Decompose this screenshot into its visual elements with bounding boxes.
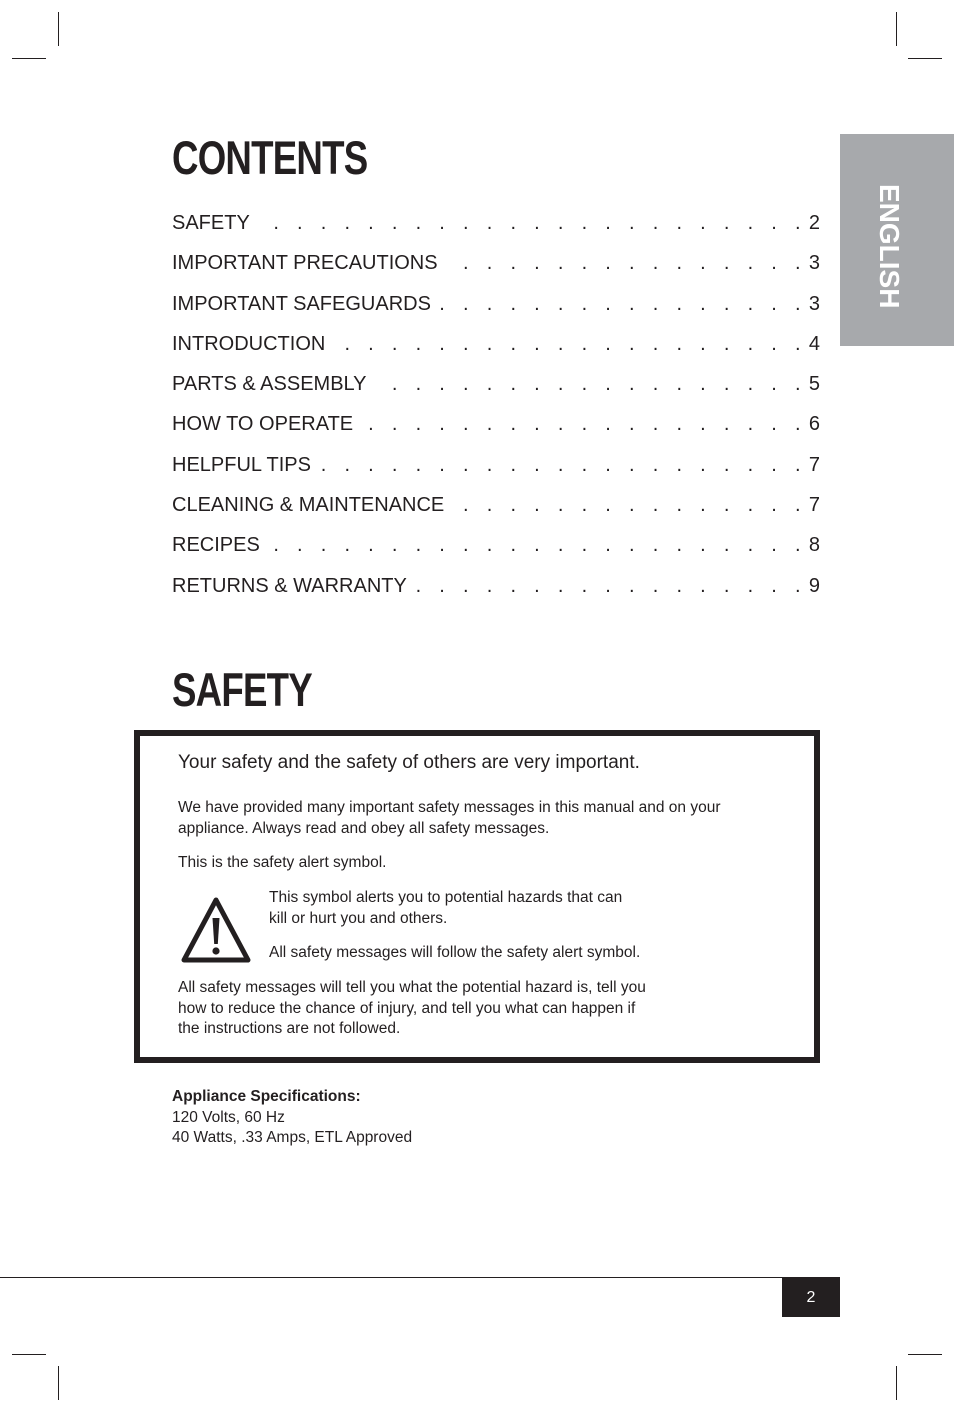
crop-mark: [12, 58, 46, 59]
language-tab-label: ENGLISH: [874, 184, 905, 309]
toc-item[interactable]: INTRODUCTION . . . 4: [172, 333, 820, 373]
safety-paragraph: We have provided many important safety messages in this manual and on your appliance. Always read and obey all safety messages.: [178, 799, 721, 837]
footer-rule: [0, 1277, 840, 1278]
crop-mark: [58, 1366, 59, 1400]
specs-line: 40 Watts, .33 Amps, ETL Approved: [172, 1129, 413, 1146]
crop-mark: [908, 1354, 942, 1355]
warning-triangle-icon: [180, 894, 252, 966]
dot-leader: [413, 575, 807, 598]
appliance-specifications: [172, 1087, 412, 1149]
crop-mark: [896, 12, 897, 46]
safety-notice-box: [134, 730, 820, 1063]
page-number: 2: [782, 1278, 840, 1317]
dot-leader: [359, 413, 807, 436]
specs-line: 120 Volts, 60 Hz: [172, 1108, 285, 1126]
toc-item[interactable]: SAFETY . . . 2: [172, 212, 820, 252]
toc-item[interactable]: HELPFUL TIPS . . . 7: [172, 454, 820, 494]
dot-leader: [266, 534, 807, 557]
dot-leader: [256, 212, 807, 235]
safety-paragraph: All safety messages will tell you what the potential hazard is, tell you how to reduce the chance of injury, and tell you what can happen if the instructions are not followed.: [178, 979, 646, 1037]
toc-item[interactable]: HOW TO OPERATE . . . 6: [172, 413, 820, 453]
crop-mark: [58, 12, 59, 46]
dot-leader: [373, 373, 807, 396]
dot-leader: [444, 252, 807, 275]
specs-heading: Appliance Specifications:: [172, 1088, 361, 1105]
crop-mark: [896, 1366, 897, 1400]
dot-leader: [331, 333, 807, 356]
table-of-contents: [172, 212, 820, 615]
safety-paragraph: This symbol alerts you to potential hazards that can kill or hurt you and others.: [269, 889, 623, 927]
dot-leader: [450, 494, 807, 517]
safety-lead: Your safety and the safety of others are very important.: [178, 752, 640, 773]
contents-title: CONTENTS: [172, 131, 368, 184]
crop-mark: [12, 1354, 46, 1355]
safety-paragraph: All safety messages will follow the safety alert symbol.: [269, 944, 641, 961]
toc-item[interactable]: RETURNS & WARRANTY . . . 9: [172, 575, 820, 615]
crop-mark: [908, 58, 942, 59]
toc-item[interactable]: RECIPES . . . 8: [172, 534, 820, 574]
toc-item[interactable]: CLEANING & MAINTENANCE . . . 7: [172, 494, 820, 534]
dot-leader: [317, 454, 807, 477]
safety-title: SAFETY: [172, 663, 312, 716]
toc-item[interactable]: IMPORTANT PRECAUTIONS . . . 3: [172, 252, 820, 292]
dot-leader: [437, 293, 807, 316]
toc-item[interactable]: PARTS & ASSEMBLY . . . 5: [172, 373, 820, 413]
toc-item[interactable]: IMPORTANT SAFEGUARDS . . . 3: [172, 293, 820, 333]
safety-paragraph: This is the safety alert symbol.: [178, 854, 387, 871]
